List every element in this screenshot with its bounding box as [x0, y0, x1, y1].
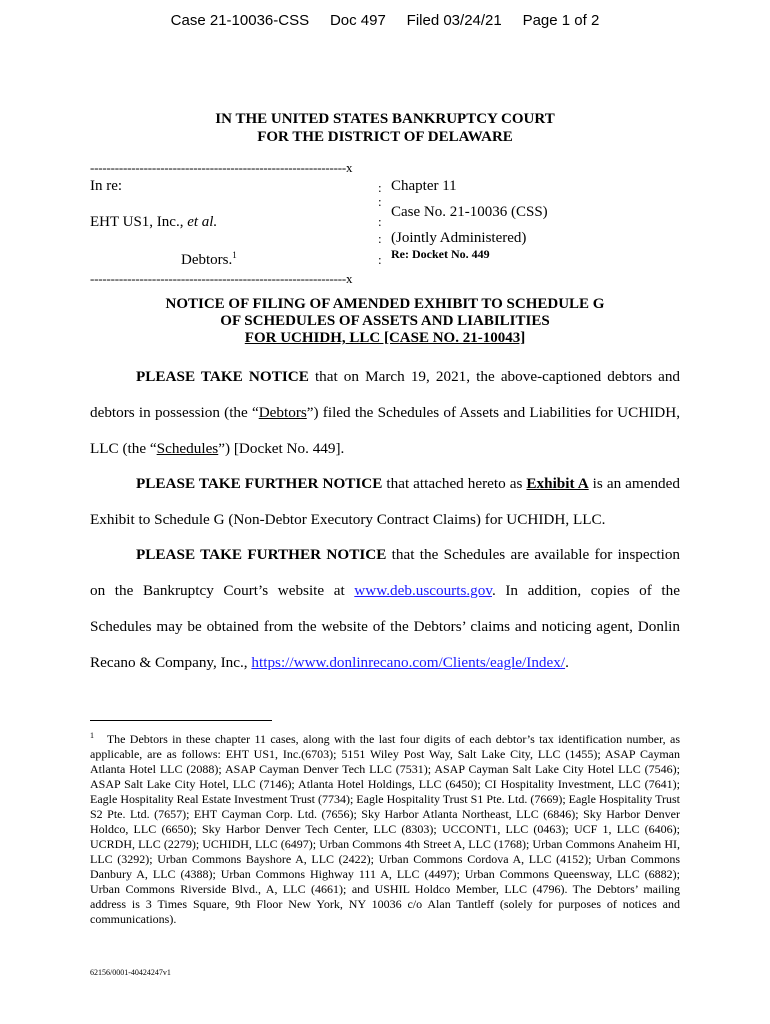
court-website-link[interactable]: www.deb.uscourts.gov — [354, 582, 492, 599]
footnote-text: The Debtors in these chapter 11 cases, along with the last four digits of each debtor’s tax identification number, as applicable, are as follows: EHT US1, Inc.(6703); 5151 Wiley Post Way, Salt Lake City, LLC (1455); ASAP Cayman Atlanta Hotel LLC (2088); ASAP Cayman Denver Tech LLC (7531); ASAP Cayman Salt Lake City Hotel LLC (7546); ASAP Salt Lake City Hotel, LLC (7146); Atlanta Hotel Holdings, LLC (6450); CI Hospitality Investment, LLC (7641); Eagle Hospitality Real Estate Investment Trust (7734); Eagle Hospitality Trust S1 Pte. Ltd. (7669); Eagle Hospitality Trust S2 Pte. Ltd. (7657); EHT Cayman Corp. Ltd. (7656); Sky Harbor Atlanta Northeast, LLC (6846); Sky Harbor Denver Holdco, LLC (6650); Sky Harbor Denver Tech Center, LLC (8303); UCCONT1, LLC (0463); UCF 1, LLC (6406); UCRDH, LLC (2279); UCHIDH, LLC (6497); Urban Commons 4th Street A, LLC (1768); Urban Commons Anaheim HI, LLC (3292); Urban Commons Bayshore A, LLC (2422); Urban Commons Cordova A, LLC (4152); Urban Commons Danbury A, LLC (4388); Urban Commons Highway 111 A, LLC (4497); Urban Commons Queensway, LLC (6882); Urban Commons Riverside Blvd., A, LLC (4661); and USHIL Holdco Member, LLC (4796). The Debtors’ mailing address is 3 Times Square, 9th Floor New York, NY 10036 c/o Alan Tantleff (solely for purposes of notices and communications). — [90, 732, 680, 926]
caption-colon: : — [378, 214, 382, 229]
filed-date-header: Filed 03/24/21 — [406, 12, 502, 29]
debtors-defined-term: Debtors — [258, 404, 307, 421]
notice-paragraph-2: PLEASE TAKE FURTHER NOTICE that attached hereto as Exhibit A is an amended Exhibit to Schedule G (Non-Debtor Executory Contract Claims) for UCHIDH, LLC. — [90, 475, 680, 528]
chapter-label: Chapter 11 — [391, 178, 457, 194]
exhibit-a-reference: Exhibit A — [526, 475, 589, 492]
footnote-separator — [90, 720, 272, 721]
caption-colon: : — [378, 252, 382, 267]
caption-top-rule: --------------------------------------------------------------x — [90, 160, 353, 175]
case-number: Case No. 21-10036 (CSS) — [391, 204, 548, 220]
page-number-header: Page 1 of 2 — [522, 12, 600, 29]
jointly-administered: (Jointly Administered) — [391, 230, 527, 246]
claims-agent-link[interactable]: https://www.donlinrecano.com/Clients/eagle/Index/ — [251, 654, 566, 671]
court-line-1: IN THE UNITED STATES BANKRUPTCY COURT — [215, 111, 555, 127]
filing-header — [0, 12, 770, 29]
footnote-ref: 1 — [232, 250, 237, 260]
doc-number-header: Doc 497 — [329, 12, 386, 29]
caption-colon: : — [378, 180, 382, 195]
case-number-header: Case 21-10036-CSS — [170, 12, 310, 29]
in-re-label: In re: — [90, 178, 123, 194]
title-line-1: NOTICE OF FILING OF AMENDED EXHIBIT TO SCHEDULE G — [165, 296, 605, 312]
schedules-defined-term: Schedules — [156, 440, 219, 457]
footnote — [90, 728, 680, 927]
court-heading — [0, 110, 770, 146]
notice-paragraph-1: PLEASE TAKE NOTICE that on March 19, 2021, the above-captioned debtors and debtors in possession (the “Debtors”) filed the Schedules of Assets and Liabilities for UCHIDH, LLC (the “Schedules”) [Docket No. 449]. — [90, 368, 681, 457]
court-line-2: FOR THE DISTRICT OF DELAWARE — [257, 129, 513, 145]
caption-colon: : — [378, 231, 382, 246]
docket-reference: Re: Docket No. 449 — [391, 247, 490, 261]
notice-paragraph-3: PLEASE TAKE FURTHER NOTICE that the Schedules are available for inspection on the Bankruptcy Court’s website at www.deb.uscourts.gov. In addition, copies of the Schedules may be obtained from the website of the Debtors’ claims and noticing agent, Donlin Recano & Company, Inc., https://www.donlinrecano.com/Clients/eagle/Index/. — [90, 546, 681, 671]
caption-colon: : — [378, 194, 382, 209]
title-line-3: FOR UCHIDH, LLC [CASE NO. 21-10043] — [244, 330, 526, 346]
title-line-2: OF SCHEDULES OF ASSETS AND LIABILITIES — [220, 313, 550, 329]
document-id: 62156/0001-40424247v1 — [90, 968, 171, 977]
notice-title — [0, 296, 770, 347]
debtor-name: EHT US1, Inc., et al. — [90, 214, 218, 230]
footnote-mark: 1 — [90, 731, 94, 740]
debtors-label: Debtors.$^1$ — [181, 250, 237, 268]
caption-bottom-rule: --------------------------------------------------------------x — [90, 271, 353, 286]
